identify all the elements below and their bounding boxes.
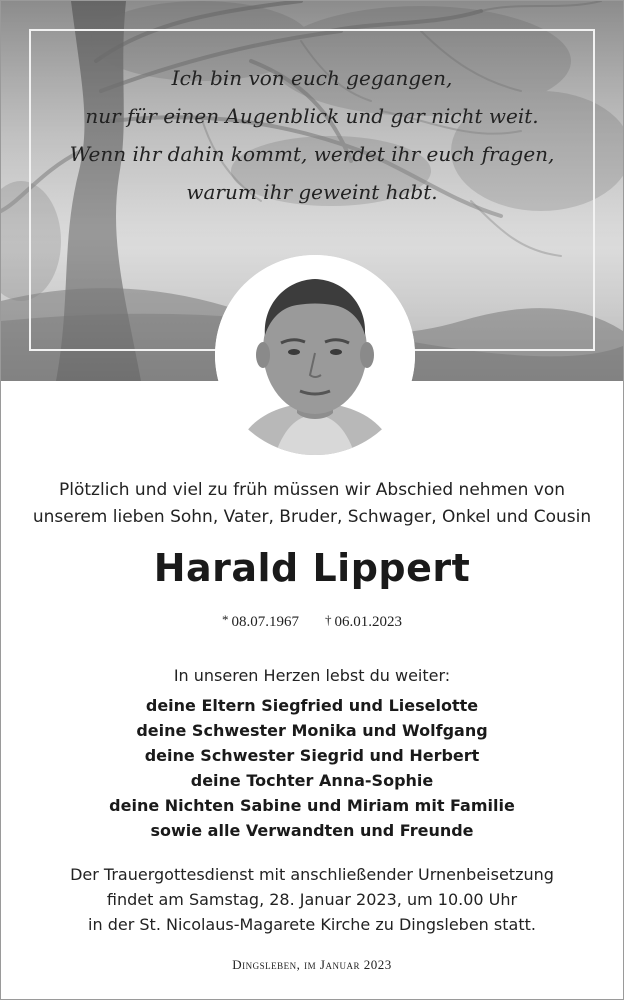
birth-star-icon: * <box>222 612 229 627</box>
place-date-closing: Dingsleben, im Januar 2023 <box>232 957 392 972</box>
mourners-list <box>1 693 623 843</box>
death-date: 06.01.2023 <box>334 614 402 630</box>
quote-line: nur für einen Augenblick und gar nicht weit. <box>85 104 539 128</box>
mourner-line: sowie alle Verwandten und Freunde <box>150 821 474 840</box>
service-info <box>1 862 623 937</box>
mourner-line: deine Tochter Anna-Sophie <box>190 771 434 790</box>
quote-line: Wenn ihr dahin kommt, werdet ihr euch fragen, <box>69 142 555 166</box>
birth-date: 08.07.1967 <box>231 614 299 630</box>
quote-line: Ich bin von euch gegangen, <box>171 66 453 90</box>
mourner-line: deine Nichten Sabine und Miriam mit Familie <box>109 796 515 815</box>
intro-text <box>1 477 623 531</box>
quote-line: warum ihr geweint habt. <box>186 180 438 204</box>
service-line: in der St. Nicolaus-Magarete Kirche zu Dingsleben statt. <box>88 915 536 934</box>
mourner-line: deine Eltern Siegfried und Lieselotte <box>145 696 479 715</box>
service-line: Der Trauergottesdienst mit anschließender Urnenbeisetzung <box>70 865 554 884</box>
service-line: findet am Samstag, 28. Januar 2023, um 10.00 Uhr <box>106 890 518 909</box>
mourner-line: deine Schwester Monika und Wolfgang <box>136 721 488 740</box>
mourner-line: deine Schwester Siegrid und Herbert <box>144 746 480 765</box>
deceased-name: Harald Lippert <box>153 546 471 590</box>
memorial-quote <box>29 59 595 211</box>
portrait-photo <box>215 255 415 455</box>
portrait-image <box>215 255 415 455</box>
intro-line: unserem lieben Sohn, Vater, Bruder, Schwager, Onkel und Cousin <box>32 507 592 527</box>
life-dates <box>1 612 623 631</box>
intro-line: Plötzlich und viel zu früh müssen wir Abschied nehmen von <box>59 480 565 500</box>
remembrance-heading: In unseren Herzen lebst du weiter: <box>173 666 451 685</box>
death-cross-icon: † <box>325 612 332 627</box>
